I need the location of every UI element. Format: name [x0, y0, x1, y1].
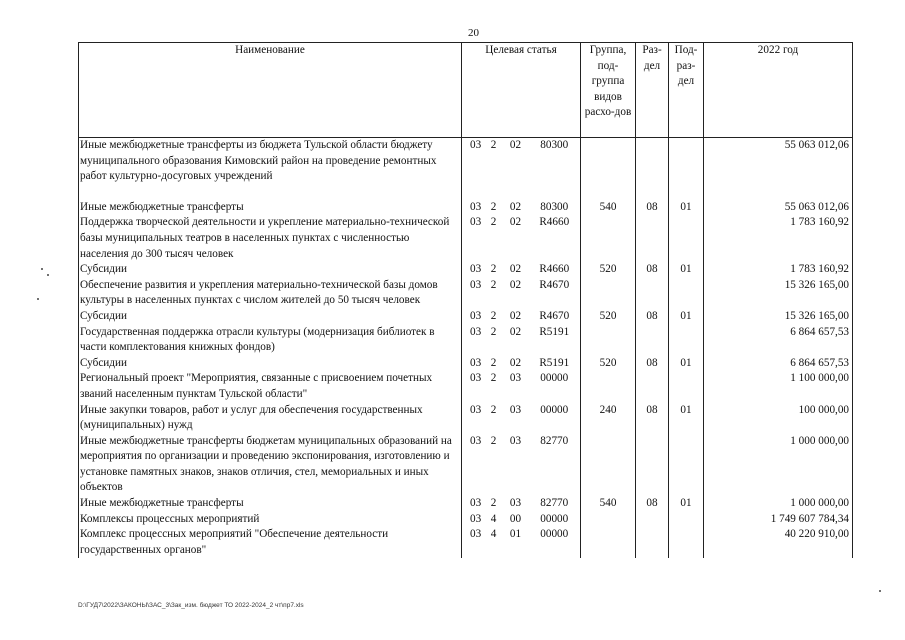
- target-code-program: 03: [462, 138, 485, 185]
- target-code-program: 03: [462, 215, 485, 262]
- row-name: Региональный проект "Мероприятия, связанные с присвоением почетных званий населенным пунктам Тульской области": [79, 371, 462, 402]
- table-row: [79, 403, 853, 434]
- budget-table: [78, 42, 853, 558]
- target-code-direction: 00000: [529, 403, 581, 434]
- subsection-code: [669, 371, 704, 402]
- target-code-program: 03: [462, 200, 485, 216]
- target-code-type: 2: [490, 263, 497, 276]
- target-code-type: 2: [490, 325, 497, 338]
- target-code-type: 4: [490, 528, 497, 541]
- amount-2022: 55 063 012,06: [704, 200, 853, 216]
- target-code-direction: 00000: [529, 371, 581, 402]
- expense-group-code: [581, 434, 636, 496]
- target-code-type: 2: [490, 216, 497, 229]
- expense-group-code: [581, 527, 636, 558]
- target-code-type: 4: [490, 512, 497, 525]
- row-name: Субсидии: [79, 356, 462, 372]
- expense-group-code: [581, 512, 636, 528]
- row-name: Субсидии: [79, 262, 462, 278]
- subsection-code: [669, 325, 704, 356]
- target-code-subprogram: 03: [509, 497, 522, 510]
- section-code: 08: [636, 496, 669, 512]
- table-row: [79, 325, 853, 356]
- amount-2022: 55 063 012,06: [704, 138, 853, 185]
- subsection-code: 01: [669, 262, 704, 278]
- row-name: Иные межбюджетные трансферты бюджетам муниципальных образований на мероприятия по организации и проведению экспонирования, изготовлению и установке памятных знаков, знаков отличия, стел, мемориальных и иных объектов: [79, 434, 462, 496]
- target-code-program: 03: [462, 403, 485, 434]
- section-code: 08: [636, 356, 669, 372]
- table-row: [79, 215, 853, 262]
- target-code-program: 03: [462, 527, 485, 558]
- header-expense-group: Группа, под-группа видов расхо-дов: [581, 43, 636, 138]
- scan-speck: [879, 590, 881, 592]
- section-code: [636, 371, 669, 402]
- section-code: [636, 138, 669, 185]
- target-code-subprogram: 02: [509, 356, 522, 369]
- subsection-code: 01: [669, 200, 704, 216]
- target-code-type: 2: [490, 403, 497, 416]
- amount-2022: 100 000,00: [704, 403, 853, 434]
- target-code-program: 03: [462, 309, 485, 325]
- target-code-type: 2: [490, 434, 497, 447]
- target-code-program: 03: [462, 278, 485, 309]
- section-code: [636, 527, 669, 558]
- row-name: Комплекс процессных мероприятий "Обеспечение деятельности государственных органов": [79, 527, 462, 558]
- target-code-subprogram: 02: [509, 325, 522, 338]
- target-code-subprogram: 01: [509, 528, 522, 541]
- target-code-subprogram: 03: [509, 403, 522, 416]
- amount-2022: 40 220 910,00: [704, 527, 853, 558]
- file-path-footer: D:\ГУД7\2022\ЗАКОНЫ\ЗАС_3\Зак_изм. бюджет ТО 2022-2024_2 чт\пр7.xls: [78, 602, 304, 609]
- scan-speck: [41, 268, 43, 270]
- expense-group-code: 540: [581, 496, 636, 512]
- target-code-direction: 82770: [529, 434, 581, 496]
- target-code-direction: 00000: [529, 527, 581, 558]
- section-code: 08: [636, 403, 669, 434]
- target-code-subprogram: 02: [509, 263, 522, 276]
- table-row: [79, 434, 853, 496]
- target-code-program: 03: [462, 262, 485, 278]
- row-name: Субсидии: [79, 309, 462, 325]
- expense-group-code: [581, 371, 636, 402]
- section-code: [636, 325, 669, 356]
- expense-group-code: [581, 138, 636, 185]
- amount-2022: 1 100 000,00: [704, 371, 853, 402]
- expense-group-code: 240: [581, 403, 636, 434]
- subsection-code: [669, 512, 704, 528]
- header-name: Наименование: [79, 43, 462, 138]
- subsection-code: 01: [669, 403, 704, 434]
- subsection-code: [669, 138, 704, 185]
- spacer-row: [79, 185, 853, 200]
- section-code: 08: [636, 309, 669, 325]
- target-code-program: 03: [462, 356, 485, 372]
- target-code-subprogram: 02: [509, 200, 522, 213]
- table-row: [79, 527, 853, 558]
- subsection-code: 01: [669, 309, 704, 325]
- target-code-direction: 80300: [529, 138, 581, 185]
- table-row: [79, 262, 853, 278]
- subsection-code: 01: [669, 356, 704, 372]
- amount-2022: 1 783 160,92: [704, 262, 853, 278]
- table-row: [79, 496, 853, 512]
- target-code-direction: R4670: [529, 278, 581, 309]
- amount-2022: 1 783 160,92: [704, 215, 853, 262]
- target-code-program: 03: [462, 434, 485, 496]
- expense-group-code: 520: [581, 309, 636, 325]
- row-name: Государственная поддержка отрасли культуры (модернизация библиотек в части комплектования книжных фондов): [79, 325, 462, 356]
- section-code: [636, 512, 669, 528]
- subsection-code: [669, 434, 704, 496]
- row-name: Комплексы процессных мероприятий: [79, 512, 462, 528]
- target-code-subprogram: 03: [509, 372, 522, 385]
- target-code-program: 03: [462, 325, 485, 356]
- amount-2022: 1 749 607 784,34: [704, 512, 853, 528]
- table-row: [79, 512, 853, 528]
- header-section: Раз-дел: [636, 43, 669, 138]
- table-row: [79, 200, 853, 216]
- amount-2022: 15 326 165,00: [704, 278, 853, 309]
- row-name: Иные межбюджетные трансферты: [79, 496, 462, 512]
- row-name: Иные межбюджетные трансферты из бюджета Тульской области бюджету муниципального образования Кимовский район на проведение ремонтных работ культурно-досуговых учреждений: [79, 138, 462, 185]
- row-name: Обеспечение развития и укрепления материально-технической базы домов культуры в населенных пунктах с числом жителей до 50 тысяч человек: [79, 278, 462, 309]
- scan-speck: [37, 298, 39, 300]
- target-code-program: 03: [462, 371, 485, 402]
- target-code-type: 2: [490, 200, 497, 213]
- target-code-program: 03: [462, 496, 485, 512]
- expense-group-code: [581, 215, 636, 262]
- amount-2022: 1 000 000,00: [704, 434, 853, 496]
- scan-speck: [47, 274, 49, 276]
- table-row: [79, 371, 853, 402]
- expense-group-code: 520: [581, 356, 636, 372]
- target-code-program: 03: [462, 512, 485, 528]
- subsection-code: [669, 215, 704, 262]
- section-code: 08: [636, 200, 669, 216]
- row-name: Иные закупки товаров, работ и услуг для обеспечения государственных (муниципальных) нужд: [79, 403, 462, 434]
- target-code-subprogram: 02: [509, 139, 522, 151]
- amount-2022: 15 326 165,00: [704, 309, 853, 325]
- page-number: 20: [468, 27, 479, 39]
- expense-group-code: 520: [581, 262, 636, 278]
- amount-2022: 6 864 657,53: [704, 325, 853, 356]
- row-name: Поддержка творческой деятельности и укрепление материально-технической базы муниципальных театров в населенных пунктах с численностью населения до 300 тысяч человек: [79, 215, 462, 262]
- expense-group-code: [581, 278, 636, 309]
- table-body: [79, 138, 853, 559]
- target-code-subprogram: 02: [509, 309, 522, 322]
- target-code-subprogram: 00: [509, 512, 522, 525]
- target-code-type: 2: [490, 278, 497, 291]
- target-code-subprogram: 02: [509, 216, 522, 229]
- header-target-article: Целевая статья: [462, 43, 581, 138]
- expense-group-code: [581, 325, 636, 356]
- subsection-code: [669, 527, 704, 558]
- target-code-direction: 00000: [529, 512, 581, 528]
- target-code-direction: 82770: [529, 496, 581, 512]
- table-row: [79, 356, 853, 372]
- target-code-direction: R5191: [529, 356, 581, 372]
- subsection-code: 01: [669, 496, 704, 512]
- table-row: [79, 309, 853, 325]
- header-row: [79, 43, 853, 138]
- target-code-type: 2: [490, 139, 497, 151]
- section-code: 08: [636, 262, 669, 278]
- target-code-direction: R4670: [529, 309, 581, 325]
- target-code-type: 2: [490, 497, 497, 510]
- header-year-2022: 2022 год: [704, 43, 853, 138]
- target-code-direction: R4660: [529, 262, 581, 278]
- amount-2022: 1 000 000,00: [704, 496, 853, 512]
- table-row: [79, 138, 853, 185]
- row-name: Иные межбюджетные трансферты: [79, 200, 462, 216]
- section-code: [636, 434, 669, 496]
- target-code-type: 2: [490, 356, 497, 369]
- target-code-direction: 80300: [529, 200, 581, 216]
- section-code: [636, 215, 669, 262]
- amount-2022: 6 864 657,53: [704, 356, 853, 372]
- target-code-direction: R4660: [529, 215, 581, 262]
- target-code-subprogram: 03: [509, 434, 522, 447]
- target-code-type: 2: [490, 372, 497, 385]
- expense-group-code: 540: [581, 200, 636, 216]
- section-code: [636, 278, 669, 309]
- table-row: [79, 278, 853, 309]
- subsection-code: [669, 278, 704, 309]
- target-code-subprogram: 02: [509, 278, 522, 291]
- target-code-direction: R5191: [529, 325, 581, 356]
- target-code-type: 2: [490, 309, 497, 322]
- header-subsection: Под-раз-дел: [669, 43, 704, 138]
